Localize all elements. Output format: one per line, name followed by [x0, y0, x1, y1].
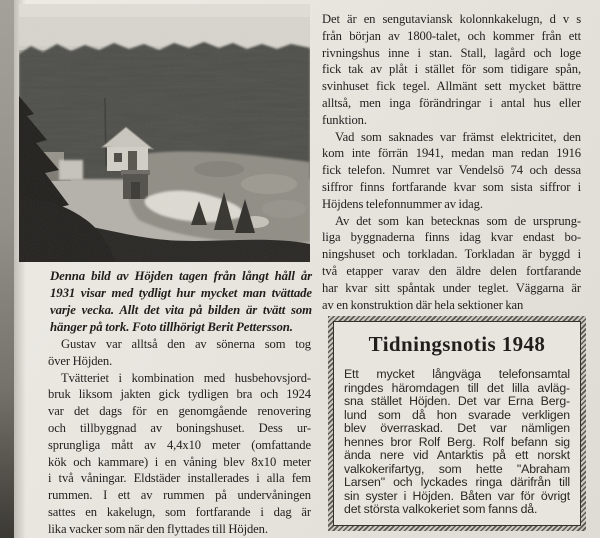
text-line: Av det som kan betecknas som de ursprung- [335, 213, 581, 228]
text-line: rummen. I ett av rummen på undervåningen [48, 488, 311, 503]
text-line: sprungliga mått av 4,4x10 meter (omfattande [48, 437, 311, 452]
text-line: siffror finns fortfarande kvar som sista siffror i [322, 179, 581, 194]
text-line: ända nere vid Antarktis på ett norskt [344, 448, 570, 462]
text-line: har kvar sitt spåntak under teglet. Väggarna är [322, 280, 581, 295]
left-text-column [48, 336, 311, 538]
text-line: bruk liksom jakten gick tydligen bra och 1924 [48, 387, 311, 402]
text-line: av en konstruktion där hela sektioner kan [322, 297, 524, 312]
text-line: 1931 visar med tydligt hur mycket man tvättade [50, 286, 312, 300]
photo-hojden-1931 [19, 4, 310, 262]
binding-shadow [0, 0, 14, 538]
paragraph [50, 268, 312, 336]
text-line: sin syster i Höjden. Båten var för övrigt [344, 488, 570, 503]
text-line: sattes en kakelugn, som fortfarande i dag är [48, 504, 311, 519]
clipping-title: Tidningsnotis 1948 [368, 332, 546, 356]
text-line: ringdes häromdagen till det lilla avläg- [344, 380, 570, 395]
text-line: Ett mycket långväga telefonsamtal [344, 367, 570, 381]
text-line: Det är en sengutaviansk kolonnkakelugn, d v s [322, 12, 581, 26]
text-line: var det dags för en genomgående renovering [48, 404, 311, 419]
text-line: lika vacker som när den flyttades till Höjden. [48, 521, 268, 536]
text-line: fick telefon. Numret var Vendelsö 74 och dessa [322, 163, 581, 178]
text-line: blev överraskad. Det var nämligen [344, 421, 570, 435]
text-line: Denna bild av Höjden tagen från långt håll år [50, 269, 312, 283]
photo-illustration [19, 4, 310, 262]
photo-caption [50, 268, 312, 336]
text-line: Larsen" och lyckades ringa därifrån till [344, 475, 570, 489]
text-line: Gustav var alltså den av sönerna som tog [61, 337, 311, 351]
news-clipping-box [328, 316, 586, 531]
text-line: alltså, men inga förändringar i antal hus eller [322, 95, 581, 110]
text-line: Tvätteriet i kombination med husbehovsjord- [61, 370, 311, 385]
text-line: över Höjden. [48, 353, 113, 368]
text-line: två etapper varav den äldre delen fortfarande [322, 263, 581, 278]
text-line: Vad som saknades var främst elektricitet, den [335, 129, 581, 144]
text-line: funktion. [322, 112, 367, 127]
text-line: liga byggnaderna finns idag kvar endast bo- [322, 230, 581, 245]
text-line: lund som då hon svarade verkligen [344, 407, 570, 422]
text-line: det största valkokeriet som fanns då. [344, 502, 538, 516]
text-line: Höjdens telefonnummer av idag. [322, 196, 483, 211]
text-line: i två våningar. Eldstäder installerades i alla fem [48, 471, 311, 486]
paragraph [344, 368, 570, 517]
right-text-column [322, 11, 581, 313]
clipping-body [344, 368, 570, 517]
text-line: hänger på tork. Foto tillhörigt Berit Pettersson. [50, 320, 293, 334]
text-line: valkokerifartyg, som hette "Abraham [344, 461, 570, 476]
text-line: varje vecka. Allt det vita på bilden är tvätt som [50, 303, 312, 317]
text-line: ningshuset och torkladan. Torkladan är byggd i [322, 247, 581, 262]
paragraph [322, 213, 581, 314]
news-clipping-inner [333, 321, 581, 526]
text-line: sna stället Höjden. Det var Erna Berg- [344, 394, 570, 408]
paragraph [48, 370, 311, 538]
paragraph [322, 129, 581, 213]
text-line: svinhuset fick tegel. Allmänt sett mycket bättre [322, 79, 581, 94]
paragraph [48, 336, 311, 370]
text-line: kom inte förrän 1941, medan man redan 1916 [322, 146, 581, 161]
text-line: från början av 1800-talet, och kommer från ett [322, 28, 581, 43]
text-line: kök och kammare) i en våning blev 8x10 meter [48, 454, 311, 469]
text-line: hennes bror Rolf Berg. Rolf befann sig [344, 434, 570, 449]
text-line: rivningshus inne i stan. Stall, lagård och loge [322, 45, 581, 60]
text-line: fick tak av plåt i stället för som tidigare spån, [322, 62, 581, 77]
paragraph [322, 11, 581, 129]
text-line: och tillbyggnad av boningshuset. Dess ur- [48, 420, 311, 435]
